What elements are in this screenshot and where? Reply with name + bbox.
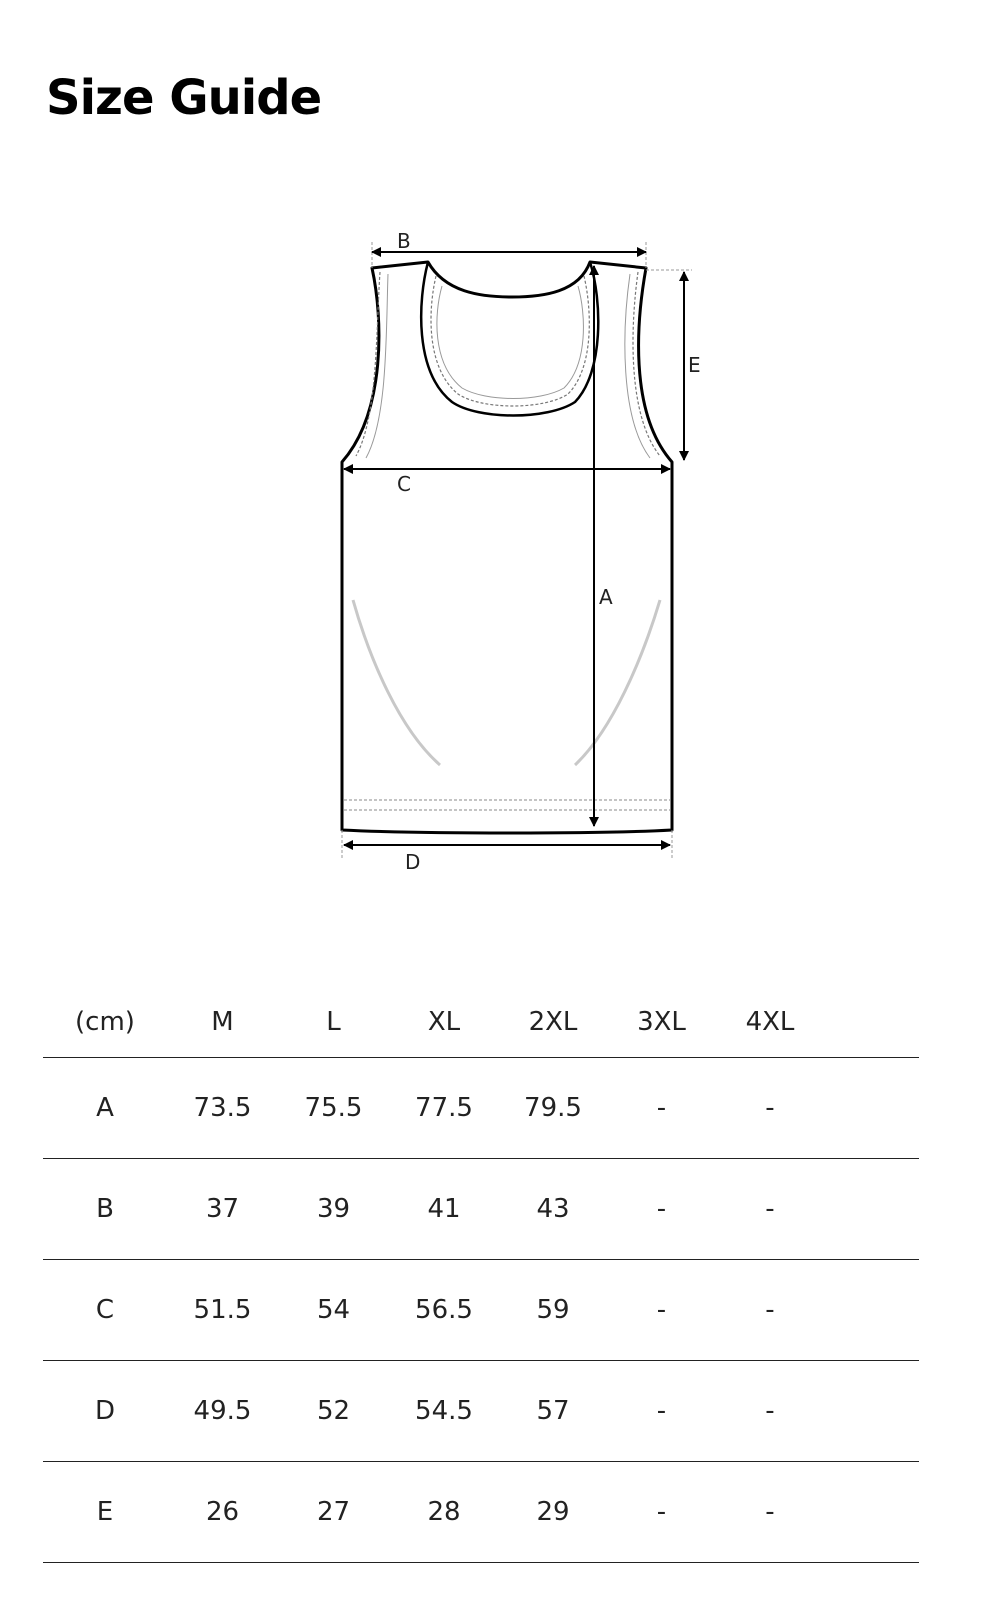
table-row	[43, 1058, 919, 1159]
table-cell: -	[656, 1194, 667, 1224]
table-cell: -	[656, 1497, 667, 1527]
table-cell: 54	[316, 1295, 351, 1325]
size-header-3xl: 3XL	[637, 1006, 686, 1037]
row-label: A	[96, 1093, 114, 1123]
size-header-row	[43, 986, 919, 1058]
tank-top-outline	[342, 262, 672, 833]
table-cell: 39	[316, 1194, 351, 1224]
spacer-cell	[824, 1260, 919, 1361]
table-cell: 73.5	[193, 1093, 252, 1123]
dimension-c-label: C	[397, 472, 411, 496]
table-cell: -	[656, 1295, 667, 1325]
table-cell: 56.5	[415, 1295, 473, 1325]
table-cell: 52	[316, 1396, 351, 1426]
dimension-b-label: B	[397, 229, 411, 253]
table-cell: -	[656, 1093, 667, 1123]
table-cell: -	[765, 1497, 775, 1527]
table-cell: 27	[316, 1497, 351, 1527]
table-cell: 37	[205, 1194, 240, 1224]
page-title: Size Guide	[46, 70, 322, 126]
table-cell: 59	[536, 1295, 570, 1325]
table-cell: -	[765, 1194, 775, 1224]
table-cell: 49.5	[193, 1396, 252, 1426]
spacer-cell	[824, 1159, 919, 1260]
table-cell: 29	[536, 1497, 570, 1527]
table-cell: -	[765, 1093, 775, 1123]
size-header-4xl: 4XL	[745, 1006, 795, 1037]
table-cell: 77.5	[415, 1093, 473, 1123]
size-header-m: M	[211, 1006, 234, 1037]
row-label: C	[95, 1295, 115, 1325]
table-cell: 75.5	[304, 1093, 363, 1123]
table-cell: 41	[427, 1194, 461, 1224]
unit-header: (cm)	[75, 1006, 135, 1037]
table-cell: 57	[536, 1396, 570, 1426]
size-header-2xl: 2XL	[528, 1006, 578, 1037]
table-cell: -	[765, 1295, 775, 1325]
dimension-a-label: A	[599, 585, 613, 609]
table-cell: -	[656, 1396, 667, 1426]
row-label: E	[96, 1497, 114, 1527]
row-label: D	[94, 1396, 116, 1426]
dimension-e-label: E	[688, 353, 701, 377]
size-header-xl: XL	[427, 1006, 461, 1037]
table-cell: -	[765, 1396, 775, 1426]
table-row	[43, 1159, 919, 1260]
table-cell: 28	[427, 1497, 461, 1527]
table-cell: 51.5	[193, 1295, 252, 1325]
spacer-cell	[824, 1361, 919, 1462]
table-cell: 43	[536, 1194, 570, 1224]
dimension-d-label: D	[405, 850, 421, 874]
table-cell: 26	[205, 1497, 240, 1527]
table-row	[43, 1462, 919, 1563]
table-row	[43, 1361, 919, 1462]
spacer-cell	[824, 1462, 919, 1563]
table-cell: 54.5	[415, 1396, 473, 1426]
row-label: B	[96, 1194, 114, 1224]
spacer-cell	[824, 1058, 919, 1159]
size-table	[43, 986, 919, 1563]
spacer-cell	[824, 986, 919, 1058]
size-header-l: L	[326, 1006, 341, 1037]
table-row	[43, 1260, 919, 1361]
table-cell: 79.5	[524, 1093, 582, 1123]
